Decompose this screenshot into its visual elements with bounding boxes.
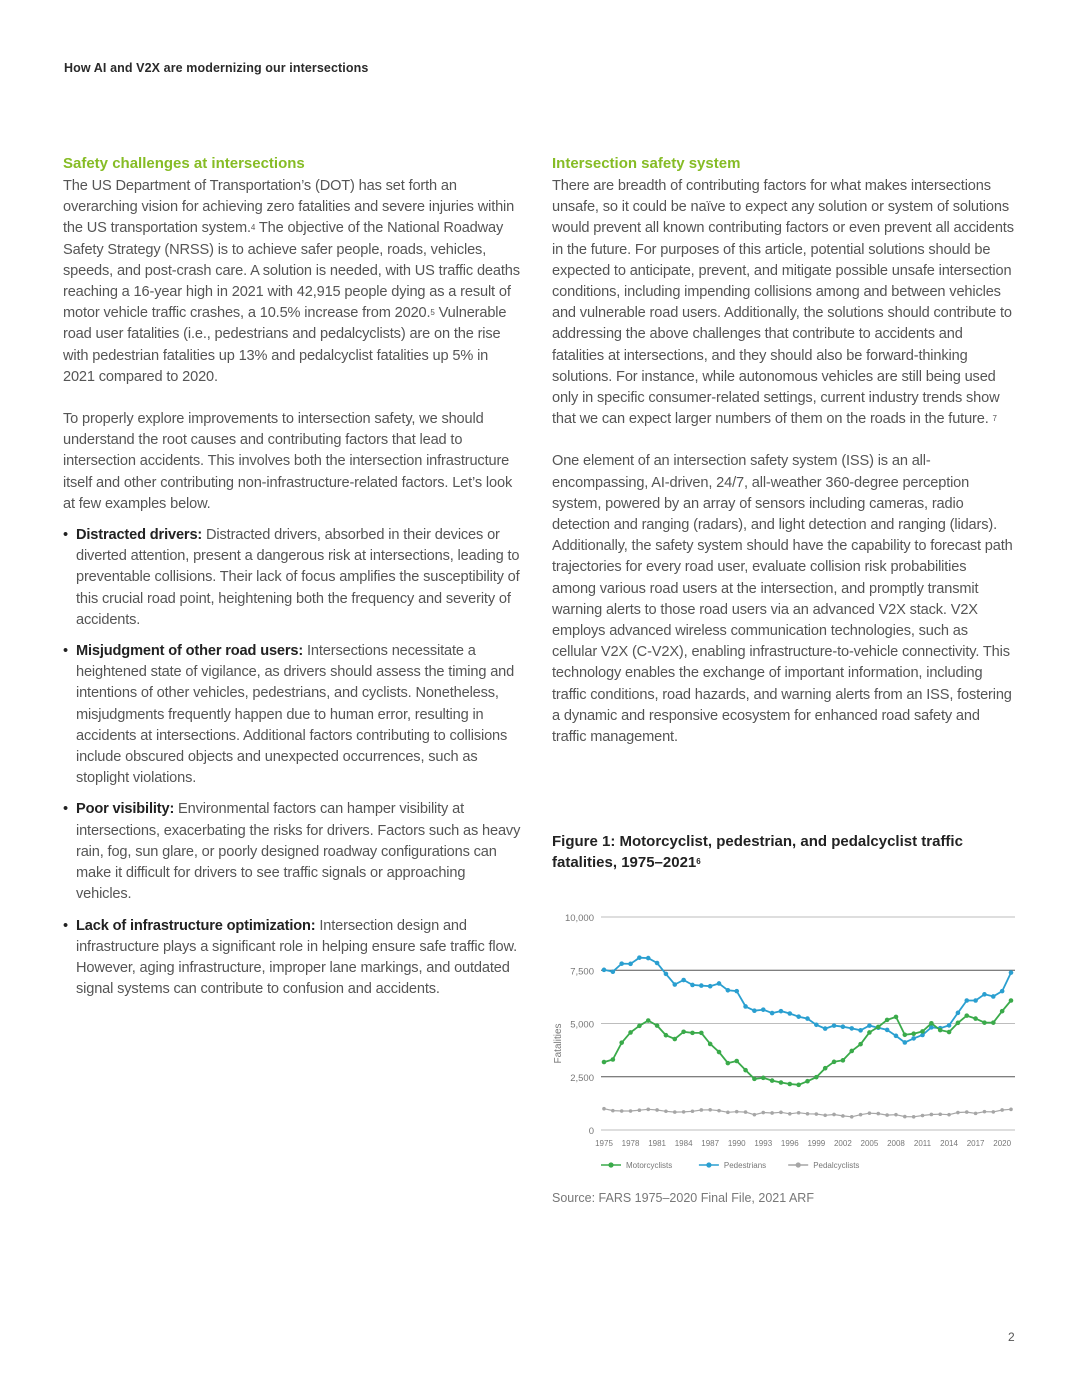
page-number: 2 — [1008, 1330, 1015, 1344]
svg-text:10,000: 10,000 — [564, 913, 594, 924]
figure-title-text: Figure 1: Motorcyclist, pedestrian, and pedalcyclist traffic fatalities, 1975–2021 — [552, 833, 963, 871]
svg-text:1975: 1975 — [595, 1139, 613, 1148]
svg-text:Pedalcyclists: Pedalcyclists — [813, 1161, 860, 1170]
list-item-title: Lack of infrastructure optimization: — [76, 917, 316, 934]
svg-text:1987: 1987 — [701, 1139, 720, 1148]
svg-text:2005: 2005 — [860, 1139, 879, 1148]
svg-text:2020: 2020 — [993, 1139, 1012, 1148]
svg-text:Motorcyclists: Motorcyclists — [626, 1161, 673, 1170]
svg-text:Pedestrians: Pedestrians — [723, 1161, 767, 1170]
right-column — [552, 154, 1014, 748]
list-item — [63, 916, 523, 1001]
section-heading-intersection-safety: Intersection safety system — [552, 155, 741, 172]
svg-text:1978: 1978 — [621, 1139, 640, 1148]
svg-text:2,500: 2,500 — [570, 1072, 594, 1084]
bullet-icon: • — [63, 643, 68, 660]
bullet-icon: • — [63, 801, 68, 818]
footnote-ref[interactable]: 7 — [992, 414, 997, 424]
bullet-icon: • — [63, 527, 68, 544]
footnote-ref[interactable]: 6 — [696, 857, 701, 866]
intro-text-b: The objective of the National Roadway Safety Strategy (NRSS) is to achieve safer people, roads, vehicles, speeds, and post-crash care. A solution is needed, with US traffic deaths reaching a 16-year high in 2021 with 42,915 people dying as a result of motor vehicle traffic crashes, a 10.5% increase from 2020. — [63, 220, 520, 322]
list-item — [63, 641, 523, 789]
figure-title — [552, 831, 1012, 873]
list-item-text: Intersections necessitate a heightened state of vigilance, as drivers should assess the timing and intentions of other vehicles, pedestrians, and cyclists. Nonetheless, misjudgments frequently happen due to human error, resulting in accidents at intersections. Additional factors contributing to collisions include obscured objects and unexpected occurrences, such as stoplight violations. — [76, 643, 515, 787]
footnote-ref[interactable]: 5 — [430, 308, 435, 318]
svg-text:2017: 2017 — [966, 1139, 985, 1148]
svg-text:2011: 2011 — [913, 1139, 932, 1148]
list-item-text: Intersection design and infrastructure plays a significant role in helping ensure safe traffic flow. However, aging infrastructure, improper lane markings, and outdated signal systems can contribute to confusion and accidents. — [76, 917, 517, 998]
svg-text:2008: 2008 — [887, 1139, 905, 1148]
list-item — [63, 525, 523, 631]
intro-text-c: Vulnerable road user fatalities (i.e., pedestrians and pedalcyclists) are on the rise with pedestrian fatalities up 13% and pedalcyclist fatalities up 5% in 2021 compared to 2020. — [63, 305, 507, 385]
svg-text:0: 0 — [588, 1126, 594, 1137]
fatalities-line-chart — [548, 900, 1028, 1180]
running-title: How AI and V2X are modernizing our intersections — [64, 61, 369, 75]
intro-text-a: The US Department of Transportation’s (DOT) has set forth an overarching vision for achieving zero fatalities and severe injuries within the US transportation system. — [63, 178, 515, 237]
iss-intro-paragraph — [552, 176, 1014, 430]
svg-text:1984: 1984 — [674, 1139, 693, 1148]
left-column — [63, 154, 523, 1010]
list-item-title: Misjudgment of other road users: — [76, 643, 304, 660]
svg-text:1996: 1996 — [780, 1139, 799, 1148]
list-item-text: Environmental factors can hamper visibility at intersections, exacerbating the risks for drivers. Factors such as heavy rain, fog, sun glare, or poorly designed roadway configurations can make it difficult for drivers to see traffic signals or approaching vehicles. — [76, 801, 521, 903]
section-heading-safety-challenges: Safety challenges at intersections — [63, 155, 305, 172]
svg-text:5,000: 5,000 — [570, 1019, 594, 1031]
list-item-title: Poor visibility: — [76, 801, 175, 818]
iss-description-paragraph: One element of an intersection safety system (ISS) is an all-encompassing, AI-driven, 24/7, all-weather 360-degree perception system, powered by an array of sensors including cameras, radio detection and ranging (radars), and light detection and ranging (lidars). Additionally, the safety system should have the capability to forecast path trajectories for every road user, evaluate collision risk probabilities among various road users at the intersection, and promptly transmit warning alerts to those road users via an advanced V2X stack. V2X employs advanced wireless communication technologies, such as cellular V2X (C-V2X), enabling infrastructure-to-vehicle connectivity. This technology enables the exchange of important information, including traffic conditions, road hazards, and warning alerts from an ISS, fostering a dynamic and responsive ecosystem for enhanced road safety and traffic management. — [552, 453, 1013, 746]
intro-paragraph — [63, 176, 523, 388]
svg-text:1999: 1999 — [807, 1139, 826, 1148]
bullet-icon: • — [63, 917, 68, 934]
svg-text:1981: 1981 — [648, 1139, 666, 1148]
list-item-text: Distracted drivers, absorbed in their devices or diverted attention, present a dangerous risk at intersections, leading to preventable collisions. Their lack of focus amplifies the susceptibility of this crucial road point, heightening both the frequency and severity of accidents. — [76, 527, 520, 628]
svg-text:2014: 2014 — [940, 1139, 958, 1148]
iss-intro-text: There are breadth of contributing factors for what makes intersections unsafe, so it could be naïve to expect any solution or system of solutions would prevent all known contributing factors or even prevent all accidents in the future. For purposes of this article, potential solutions should be expected to anticipate, prevent, and mitigate possible unsafe intersection conditions, including impending collisions among and between vehicles and vulnerable road users. Additionally, the solutions should contribute to addressing the above challenges that contribute to accidents and fatalities at intersections, and they should also be forward-thinking solutions. For instance, while autonomous vehicles are still being used only in specific consumer-related settings, current industry trends show that we can expect larger numbers of them on the roads in the future. — [552, 178, 1014, 428]
footnote-ref[interactable]: 4 — [250, 223, 256, 233]
chart-canvas — [548, 900, 1028, 1180]
svg-text:1990: 1990 — [727, 1139, 746, 1148]
svg-text:1993: 1993 — [754, 1139, 773, 1148]
root-causes-paragraph: To properly explore improvements to intersection safety, we should understand the root causes and contributing factors that lead to intersection accidents. This involves both the intersection infrastructure itself and other contributing non-infrastructure-related factors. Let’s look at few examples below. — [63, 411, 513, 512]
factors-list — [63, 525, 523, 1000]
svg-text:Fatalities: Fatalities — [553, 1023, 564, 1064]
svg-text:7,500: 7,500 — [570, 966, 594, 978]
list-item — [63, 799, 523, 905]
list-item-title: Distracted drivers: — [76, 527, 203, 544]
svg-text:2002: 2002 — [833, 1139, 852, 1148]
figure-source: Source: FARS 1975–2020 Final File, 2021 ARF — [552, 1191, 814, 1205]
